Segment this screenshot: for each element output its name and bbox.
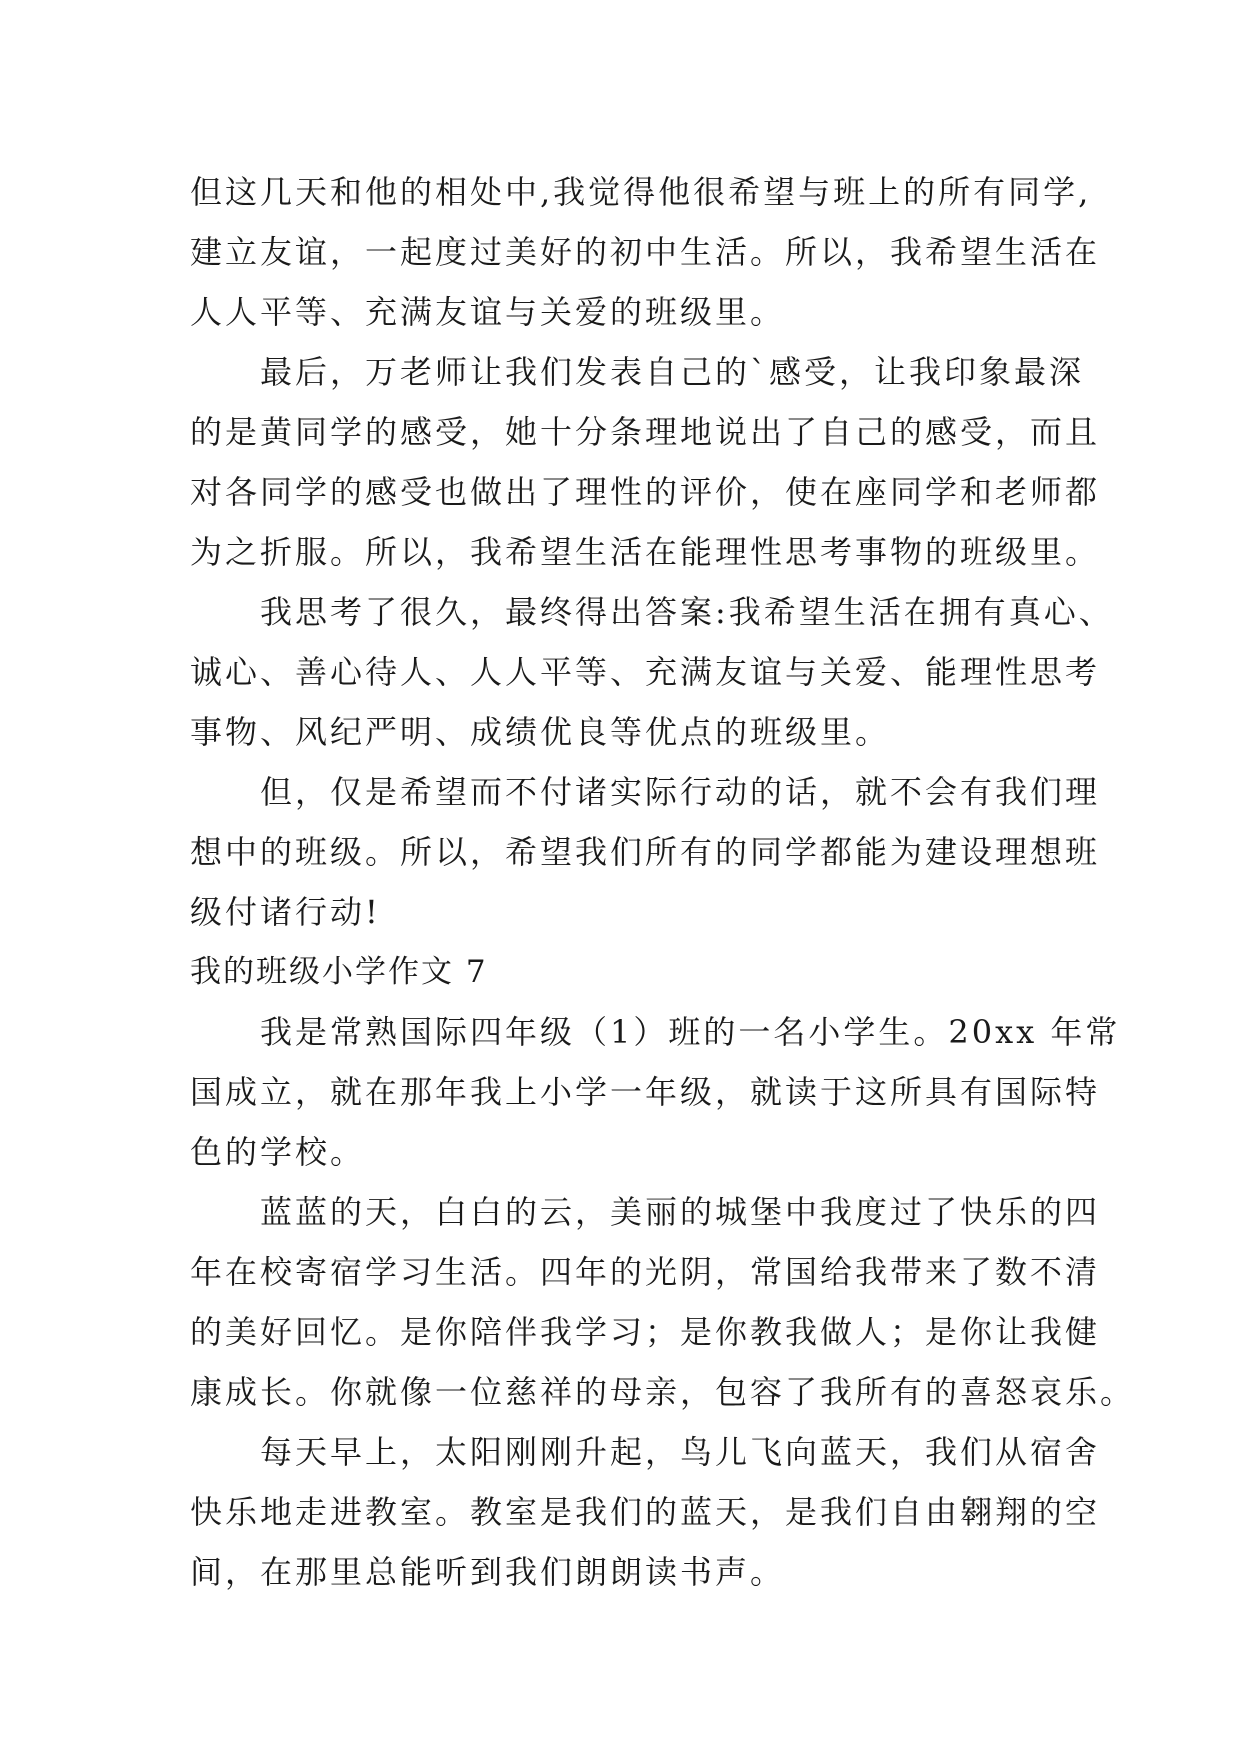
paragraph-line: 最后，万老师让我们发表自己的`感受，让我印象最深 xyxy=(260,353,1085,391)
paragraph-line: 我思考了很久，最终得出答案:我希望生活在拥有真心、 xyxy=(260,593,1114,631)
paragraph-line: 为之折服。所以，我希望生活在能理性思考事物的班级里。 xyxy=(190,533,1101,571)
paragraph-line: 但，仅是希望而不付诸实际行动的话，就不会有我们理 xyxy=(260,773,1101,811)
paragraph-line: 想中的班级。所以，希望我们所有的同学都能为建设理想班 xyxy=(190,833,1101,871)
paragraph-line: 康成长。你就像一位慈祥的母亲，包容了我所有的喜怒哀乐。 xyxy=(190,1373,1136,1411)
paragraph-line: 的是黄同学的感受，她十分条理地说出了自己的感受，而且 xyxy=(190,413,1101,451)
paragraph-line: 对各同学的感受也做出了理性的评价，使在座同学和老师都 xyxy=(190,473,1101,511)
paragraph-line: 事物、风纪严明、成绩优良等优点的班级里。 xyxy=(190,713,891,751)
paragraph-line: 的美好回忆。是你陪伴我学习；是你教我做人；是你让我健 xyxy=(190,1313,1101,1351)
paragraph-line: 但这几天和他的相处中,我觉得他很希望与班上的所有同学, xyxy=(190,173,1092,211)
paragraph-line: 人人平等、充满友谊与关爱的班级里。 xyxy=(190,293,786,331)
paragraph-line: 蓝蓝的天，白白的云，美丽的城堡中我度过了快乐的四 xyxy=(260,1193,1101,1231)
paragraph-line: 色的学校。 xyxy=(190,1133,366,1171)
paragraph-line: 国成立，就在那年我上小学一年级，就读于这所具有国际特 xyxy=(190,1073,1101,1111)
document-body xyxy=(190,162,1136,1602)
paragraph-line: 快乐地走进教室。教室是我们的蓝天，是我们自由翱翔的空 xyxy=(190,1493,1101,1531)
paragraph-line: 每天早上，太阳刚刚升起，鸟儿飞向蓝天，我们从宿舍 xyxy=(260,1433,1101,1471)
paragraph-line: 级付诸行动! xyxy=(190,893,381,931)
paragraph-line: 诚心、善心待人、人人平等、充满友谊与关爱、能理性思考 xyxy=(190,653,1101,691)
paragraph-line: 年在校寄宿学习生活。四年的光阴，常国给我带来了数不清 xyxy=(190,1253,1101,1291)
paragraph-line: 建立友谊，一起度过美好的初中生活。所以，我希望生活在 xyxy=(190,233,1101,271)
section-heading: 我的班级小学作文 7 xyxy=(190,954,488,990)
paragraph-line: 间，在那里总能听到我们朗朗读书声。 xyxy=(190,1553,786,1591)
paragraph-line: 我是常熟国际四年级（1）班的一名小学生。20xx 年常 xyxy=(260,1013,1121,1051)
